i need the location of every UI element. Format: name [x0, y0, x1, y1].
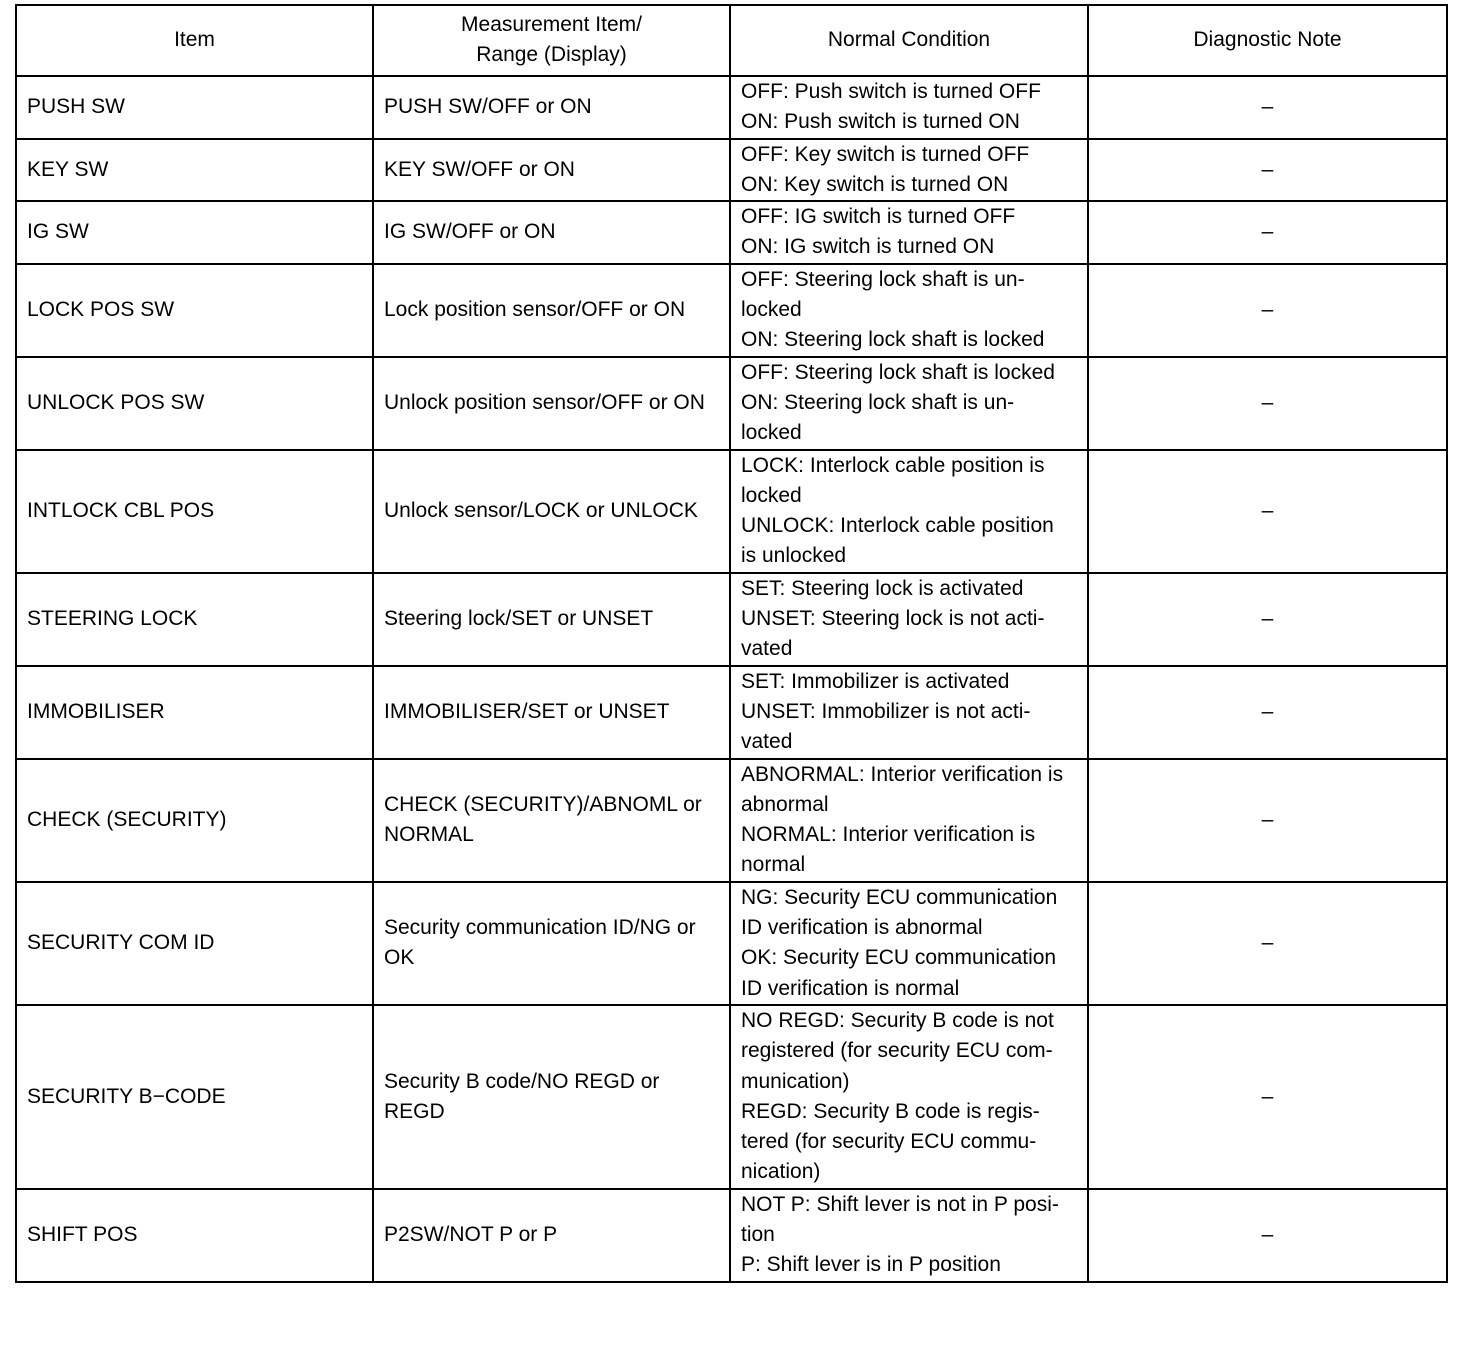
- cell-measurement: [373, 201, 730, 264]
- cell-measurement: [373, 1005, 730, 1189]
- measurement-line: IMMOBILISER/SET or UNSET: [384, 699, 670, 723]
- measurement-line: Unlock sensor/LOCK or UNLOCK: [384, 499, 698, 522]
- condition-line: SET: Immobilizer is activated: [741, 669, 1010, 693]
- condition-line: NO REGD: Security B code is not: [741, 1008, 1054, 1032]
- cell-normal-condition: [730, 882, 1088, 1005]
- condition-line: abnormal: [741, 792, 829, 816]
- cell-diagnostic-note: –: [1088, 139, 1447, 202]
- cell-diagnostic-note: –: [1088, 759, 1447, 882]
- condition-line: locked: [741, 421, 802, 445]
- condition-line: locked: [741, 483, 802, 507]
- condition-line: vated: [741, 730, 793, 754]
- cell-normal-condition: [730, 450, 1088, 573]
- measurement-line: P2SW/NOT P or P: [384, 1222, 558, 1246]
- table-row: [16, 1005, 1447, 1189]
- measurement-line: Steering lock/SET or UNSET: [384, 607, 654, 631]
- cell-measurement: [373, 666, 730, 759]
- measurement-line: PUSH SW/OFF or ON: [384, 95, 592, 119]
- cell-item: SECURITY COM ID: [16, 882, 373, 1005]
- cell-measurement: [373, 759, 730, 882]
- measurement-line: NORMAL: [384, 823, 474, 847]
- cell-normal-condition: [730, 201, 1088, 264]
- cell-item: PUSH SW: [16, 76, 373, 139]
- cell-measurement: [373, 882, 730, 1005]
- cell-measurement: [373, 450, 730, 573]
- cell-normal-condition: [730, 357, 1088, 450]
- cell-diagnostic-note: –: [1088, 882, 1447, 1005]
- condition-line: registered (for security ECU com-: [741, 1039, 1053, 1063]
- condition-line: P: Shift lever is in P position: [741, 1253, 1001, 1277]
- measurement-line: OK: [384, 946, 415, 970]
- condition-line: ON: IG switch is turned ON: [741, 235, 995, 259]
- table-row: [16, 357, 1447, 450]
- condition-line: OFF: Push switch is turned OFF: [741, 80, 1041, 103]
- condition-line: LOCK: Interlock cable position is: [741, 453, 1045, 477]
- cell-item: LOCK POS SW: [16, 264, 373, 357]
- cell-item: UNLOCK POS SW: [16, 357, 373, 450]
- condition-line: ON: Key switch is turned ON: [741, 172, 1009, 196]
- cell-diagnostic-note: –: [1088, 76, 1447, 139]
- header-diagnostic-note: Diagnostic Note: [1088, 5, 1447, 76]
- condition-line: NG: Security ECU communication: [741, 885, 1058, 909]
- cell-normal-condition: [730, 1189, 1088, 1282]
- table-row: [16, 666, 1447, 759]
- measurement-line: KEY SW/OFF or ON: [384, 157, 575, 181]
- data-monitor-table: [15, 4, 1448, 1283]
- cell-diagnostic-note: –: [1088, 450, 1447, 573]
- cell-diagnostic-note: –: [1088, 264, 1447, 357]
- condition-line: locked: [741, 298, 802, 322]
- condition-line: NOT P: Shift lever is not in P posi-: [741, 1192, 1059, 1216]
- condition-line: ID verification is normal: [741, 976, 960, 1000]
- table-row: [16, 139, 1447, 202]
- cell-measurement: [373, 76, 730, 139]
- cell-measurement: [373, 264, 730, 357]
- header-measurement-line: Measurement Item/: [461, 12, 642, 36]
- header-item: Item: [16, 5, 373, 76]
- condition-line: REGD: Security B code is regis-: [741, 1099, 1040, 1123]
- cell-normal-condition: [730, 139, 1088, 202]
- condition-line: ON: Push switch is turned ON: [741, 110, 1020, 134]
- cell-measurement: [373, 573, 730, 666]
- measurement-line: Security B code/NO REGD or: [384, 1069, 660, 1093]
- condition-line: OFF: IG switch is turned OFF: [741, 205, 1016, 229]
- condition-line: nication): [741, 1160, 821, 1184]
- condition-line: SET: Steering lock is activated: [741, 576, 1024, 600]
- measurement-line: IG SW/OFF or ON: [384, 220, 556, 244]
- cell-item: INTLOCK CBL POS: [16, 450, 373, 573]
- condition-line: OFF: Steering lock shaft is locked: [741, 360, 1055, 384]
- table-row: [16, 759, 1447, 882]
- condition-line: UNSET: Steering lock is not acti-: [741, 607, 1045, 631]
- condition-line: ON: Steering lock shaft is un-: [741, 390, 1015, 414]
- header-measurement: [373, 5, 730, 76]
- condition-line: UNSET: Immobilizer is not acti-: [741, 699, 1031, 723]
- condition-line: is unlocked: [741, 544, 847, 568]
- cell-item: SHIFT POS: [16, 1189, 373, 1282]
- cell-normal-condition: [730, 573, 1088, 666]
- condition-line: ABNORMAL: Interior verification is: [741, 762, 1064, 786]
- condition-line: OK: Security ECU communication: [741, 946, 1057, 970]
- cell-measurement: [373, 357, 730, 450]
- cell-item: CHECK (SECURITY): [16, 759, 373, 882]
- cell-diagnostic-note: –: [1088, 1005, 1447, 1189]
- table-row: [16, 76, 1447, 139]
- cell-item: SECURITY B−CODE: [16, 1005, 373, 1189]
- cell-item: STEERING LOCK: [16, 573, 373, 666]
- cell-item: IMMOBILISER: [16, 666, 373, 759]
- cell-diagnostic-note: –: [1088, 201, 1447, 264]
- table-row: [16, 201, 1447, 264]
- measurement-line: Lock position sensor/OFF or ON: [384, 298, 686, 322]
- cell-measurement: [373, 139, 730, 202]
- measurement-line: Unlock position sensor/OFF or ON: [384, 390, 705, 414]
- condition-line: vated: [741, 637, 793, 661]
- cell-normal-condition: [730, 666, 1088, 759]
- condition-line: ID verification is abnormal: [741, 916, 983, 940]
- condition-line: normal: [741, 853, 806, 877]
- table-header: [16, 5, 1447, 76]
- table-row: [16, 573, 1447, 666]
- cell-item: KEY SW: [16, 139, 373, 202]
- cell-measurement: [373, 1189, 730, 1282]
- header-normal-condition: Normal Condition: [730, 5, 1088, 76]
- table-row: [16, 450, 1447, 573]
- cell-normal-condition: [730, 1005, 1088, 1189]
- table-body: [16, 76, 1447, 1282]
- cell-diagnostic-note: –: [1088, 666, 1447, 759]
- condition-line: ON: Steering lock shaft is locked: [741, 328, 1045, 352]
- condition-line: tered (for security ECU commu-: [741, 1130, 1037, 1154]
- cell-diagnostic-note: –: [1088, 573, 1447, 666]
- cell-normal-condition: [730, 759, 1088, 882]
- header-row: [16, 5, 1447, 76]
- measurement-line: REGD: [384, 1099, 445, 1123]
- measurement-line: Security communication ID/NG or: [384, 916, 696, 940]
- measurement-line: CHECK (SECURITY)/ABNOML or: [384, 792, 702, 816]
- table-row: [16, 882, 1447, 1005]
- table-row: [16, 264, 1447, 357]
- condition-line: NORMAL: Interior verification is: [741, 823, 1036, 847]
- condition-line: munication): [741, 1069, 850, 1093]
- condition-line: tion: [741, 1222, 775, 1246]
- cell-diagnostic-note: –: [1088, 1189, 1447, 1282]
- table-row: [16, 1189, 1447, 1282]
- condition-line: OFF: Steering lock shaft is un-: [741, 267, 1025, 291]
- header-measurement-line: Range (Display): [476, 42, 627, 66]
- condition-line: UNLOCK: Interlock cable position: [741, 514, 1054, 538]
- condition-line: OFF: Key switch is turned OFF: [741, 142, 1030, 166]
- cell-diagnostic-note: –: [1088, 357, 1447, 450]
- cell-normal-condition: [730, 76, 1088, 139]
- cell-normal-condition: [730, 264, 1088, 357]
- cell-item: IG SW: [16, 201, 373, 264]
